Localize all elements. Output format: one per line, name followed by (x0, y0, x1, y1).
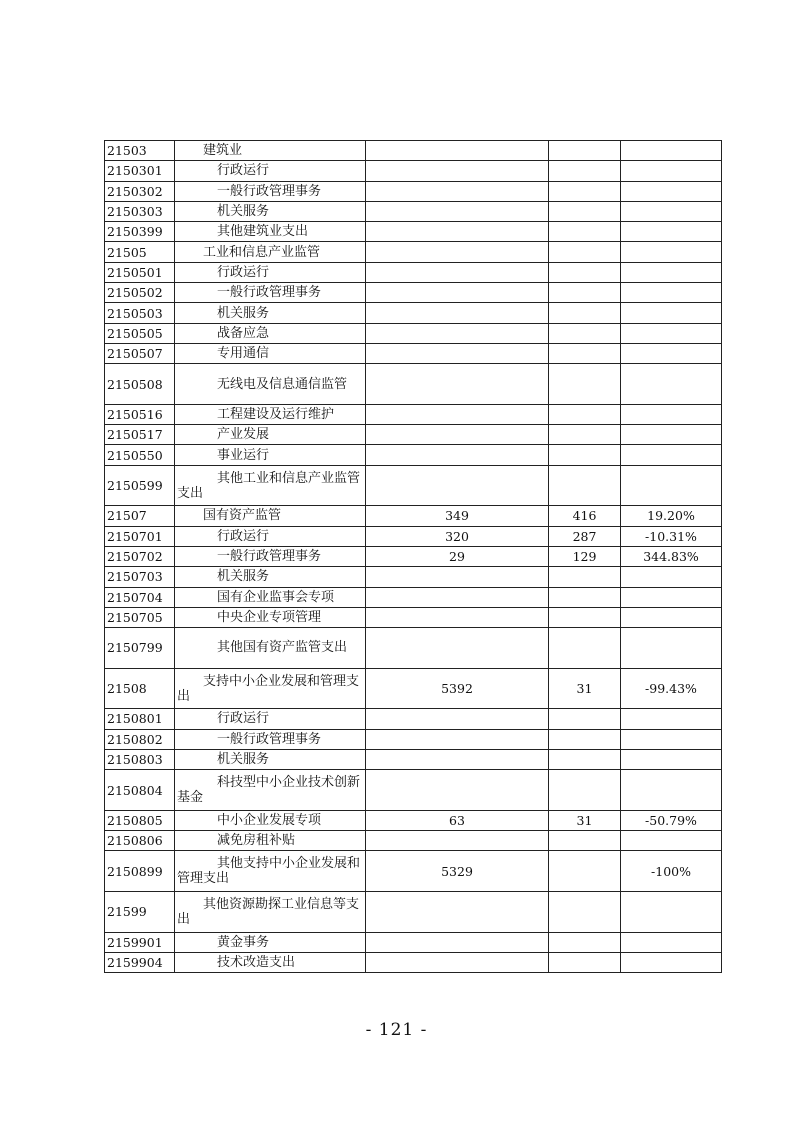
table-row (105, 628, 722, 669)
row-code: 2150899 (105, 851, 175, 892)
row-value-prev (366, 323, 549, 343)
row-value-prev (366, 283, 549, 303)
row-value-prev (366, 262, 549, 282)
row-code: 2150799 (105, 628, 175, 669)
row-value-curr (549, 283, 621, 303)
row-name (175, 141, 366, 161)
row-name (175, 425, 366, 445)
row-value-curr (549, 303, 621, 323)
table-row (105, 749, 722, 769)
row-name-text: 一般行政管理事务 (217, 183, 322, 199)
row-change-percent (621, 404, 722, 424)
row-change-percent (621, 587, 722, 607)
row-value-prev (366, 201, 549, 221)
row-value-prev (366, 628, 549, 669)
table-row (105, 262, 722, 282)
row-name (175, 201, 366, 221)
row-code: 2150705 (105, 607, 175, 627)
row-code: 2150301 (105, 161, 175, 181)
table-row (105, 770, 722, 811)
row-value-curr (549, 262, 621, 282)
table-row (105, 607, 722, 627)
row-value-curr (549, 323, 621, 343)
row-code: 2150302 (105, 181, 175, 201)
row-change-percent (621, 161, 722, 181)
row-change-percent: -10.31% (621, 526, 722, 546)
row-value-curr (549, 425, 621, 445)
row-name (175, 303, 366, 323)
row-code: 2150801 (105, 709, 175, 729)
table-row (105, 303, 722, 323)
row-change-percent (621, 201, 722, 221)
table-row (105, 445, 722, 465)
table-row (105, 201, 722, 221)
row-name (175, 283, 366, 303)
row-value-curr: 129 (549, 546, 621, 566)
row-name-text: 国有企业监事会专项 (217, 589, 335, 605)
row-name-text: 一般行政管理事务 (217, 549, 322, 565)
row-code: 2150507 (105, 343, 175, 363)
row-name (175, 587, 366, 607)
row-value-curr (549, 709, 621, 729)
row-code: 2150704 (105, 587, 175, 607)
row-name-text: 机关服务 (217, 569, 270, 585)
row-value-curr (549, 729, 621, 749)
row-change-percent (621, 729, 722, 749)
row-name (175, 465, 366, 506)
table-row (105, 222, 722, 242)
table-row (105, 891, 722, 932)
row-name (175, 932, 366, 952)
table-row (105, 546, 722, 566)
row-name (175, 404, 366, 424)
row-change-percent (621, 465, 722, 506)
row-name (175, 222, 366, 242)
table-row (105, 851, 722, 892)
row-code: 2150399 (105, 222, 175, 242)
table-row (105, 181, 722, 201)
row-name (175, 181, 366, 201)
row-value-curr (549, 851, 621, 892)
row-name (175, 546, 366, 566)
row-name-text: 其他建筑业支出 (217, 224, 309, 240)
row-name-text: 行政运行 (217, 264, 270, 280)
row-name-text: 支持中小企业发展和管理支出 (177, 673, 360, 704)
row-code: 2150517 (105, 425, 175, 445)
row-change-percent: -50.79% (621, 810, 722, 830)
row-value-prev (366, 952, 549, 972)
row-value-prev (366, 445, 549, 465)
row-value-curr (549, 161, 621, 181)
row-name (175, 749, 366, 769)
row-change-percent (621, 607, 722, 627)
row-value-curr (549, 222, 621, 242)
row-value-prev (366, 587, 549, 607)
row-change-percent (621, 425, 722, 445)
row-name (175, 607, 366, 627)
table-row (105, 343, 722, 363)
table-row (105, 323, 722, 343)
row-code: 2150303 (105, 201, 175, 221)
row-value-curr (549, 343, 621, 363)
table-row (105, 668, 722, 709)
row-value-curr (549, 201, 621, 221)
row-name (175, 242, 366, 262)
row-value-prev (366, 749, 549, 769)
table-row (105, 526, 722, 546)
row-name-text: 建筑业 (203, 143, 243, 159)
row-value-prev: 29 (366, 546, 549, 566)
row-value-curr (549, 141, 621, 161)
row-name (175, 668, 366, 709)
budget-table (104, 140, 722, 973)
row-name (175, 364, 366, 405)
row-change-percent (621, 181, 722, 201)
row-code: 21505 (105, 242, 175, 262)
row-change-percent (621, 262, 722, 282)
row-code: 21508 (105, 668, 175, 709)
row-name-text: 机关服务 (217, 305, 270, 321)
row-value-curr (549, 932, 621, 952)
row-value-prev: 5329 (366, 851, 549, 892)
row-code: 2150502 (105, 283, 175, 303)
row-value-curr: 31 (549, 668, 621, 709)
row-code: 2150703 (105, 567, 175, 587)
row-code: 2150701 (105, 526, 175, 546)
row-value-curr (549, 891, 621, 932)
table-row (105, 810, 722, 830)
row-name-text: 战备应急 (217, 325, 270, 341)
row-value-prev: 320 (366, 526, 549, 546)
row-value-prev (366, 891, 549, 932)
row-value-prev (366, 242, 549, 262)
row-change-percent: -99.43% (621, 668, 722, 709)
row-code: 21507 (105, 506, 175, 526)
row-name-text: 其他国有资产监管支出 (217, 640, 348, 656)
row-name (175, 952, 366, 972)
table-row (105, 161, 722, 181)
row-name-text: 其他工业和信息产业监管支出 (177, 470, 361, 501)
row-code: 2150805 (105, 810, 175, 830)
row-name-text: 产业发展 (217, 427, 270, 443)
row-change-percent (621, 831, 722, 851)
row-name-text: 事业运行 (217, 447, 270, 463)
row-code: 2150806 (105, 831, 175, 851)
row-change-percent (621, 303, 722, 323)
row-name (175, 891, 366, 932)
row-name-text: 其他支持中小企业发展和管理支出 (177, 856, 361, 887)
table-row (105, 831, 722, 851)
row-change-percent: 344.83% (621, 546, 722, 566)
row-name (175, 262, 366, 282)
row-name-text: 中央企业专项管理 (217, 609, 322, 625)
row-name-text: 一般行政管理事务 (217, 285, 322, 301)
row-change-percent: 19.20% (621, 506, 722, 526)
row-name-text: 减免房租补贴 (217, 833, 296, 849)
row-value-curr: 31 (549, 810, 621, 830)
row-name-text: 行政运行 (217, 528, 270, 544)
table-row (105, 729, 722, 749)
row-value-prev (366, 607, 549, 627)
row-value-prev (366, 567, 549, 587)
row-value-prev (366, 222, 549, 242)
row-change-percent (621, 749, 722, 769)
row-change-percent (621, 628, 722, 669)
row-code: 2159904 (105, 952, 175, 972)
row-code: 2150803 (105, 749, 175, 769)
row-name (175, 343, 366, 363)
row-value-prev (366, 161, 549, 181)
row-code: 2150516 (105, 404, 175, 424)
row-name-text: 行政运行 (217, 163, 270, 179)
row-change-percent (621, 891, 722, 932)
row-name (175, 323, 366, 343)
table-row (105, 425, 722, 445)
row-change-percent (621, 709, 722, 729)
row-value-prev (366, 364, 549, 405)
table-row (105, 587, 722, 607)
row-change-percent (621, 141, 722, 161)
row-name-text: 行政运行 (217, 711, 270, 727)
row-name-text: 黄金事务 (217, 934, 270, 950)
row-code: 2150508 (105, 364, 175, 405)
row-name (175, 770, 366, 811)
row-value-prev (366, 729, 549, 749)
row-code: 2159901 (105, 932, 175, 952)
row-value-prev (366, 831, 549, 851)
row-value-curr: 287 (549, 526, 621, 546)
row-value-prev (366, 932, 549, 952)
row-name-text: 工业和信息产业监管 (203, 244, 321, 260)
table-row (105, 567, 722, 587)
row-value-curr (549, 749, 621, 769)
row-change-percent (621, 770, 722, 811)
row-code: 2150599 (105, 465, 175, 506)
row-name-text: 其他资源勘探工业信息等支出 (177, 896, 360, 927)
row-name-text: 无线电及信息通信监管 (217, 376, 348, 392)
row-value-prev (366, 770, 549, 811)
row-name-text: 国有资产监管 (203, 508, 282, 524)
row-name (175, 628, 366, 669)
row-value-prev (366, 181, 549, 201)
row-change-percent (621, 323, 722, 343)
row-value-prev (366, 303, 549, 323)
row-name-text: 机关服务 (217, 752, 270, 768)
table-row (105, 364, 722, 405)
row-value-prev: 5392 (366, 668, 549, 709)
row-name (175, 445, 366, 465)
row-value-prev (366, 343, 549, 363)
row-name (175, 161, 366, 181)
row-code: 2150505 (105, 323, 175, 343)
row-value-curr (549, 364, 621, 405)
table-row (105, 709, 722, 729)
table-row (105, 465, 722, 506)
row-code: 2150503 (105, 303, 175, 323)
row-code: 2150501 (105, 262, 175, 282)
row-value-curr (549, 628, 621, 669)
table-row (105, 952, 722, 972)
row-change-percent (621, 364, 722, 405)
row-code: 2150550 (105, 445, 175, 465)
row-value-curr (549, 770, 621, 811)
row-value-prev (366, 425, 549, 445)
row-code: 2150702 (105, 546, 175, 566)
row-change-percent (621, 343, 722, 363)
row-value-curr (549, 181, 621, 201)
row-change-percent (621, 445, 722, 465)
row-value-prev (366, 465, 549, 506)
row-change-percent (621, 932, 722, 952)
row-value-curr (549, 242, 621, 262)
row-value-curr: 416 (549, 506, 621, 526)
table-row (105, 141, 722, 161)
row-value-curr (549, 567, 621, 587)
row-name (175, 506, 366, 526)
table-row (105, 283, 722, 303)
row-value-prev (366, 709, 549, 729)
row-name-text: 中小企业发展专项 (217, 812, 322, 828)
row-change-percent: -100% (621, 851, 722, 892)
row-code: 2150802 (105, 729, 175, 749)
row-change-percent (621, 242, 722, 262)
row-code: 21503 (105, 141, 175, 161)
row-name (175, 810, 366, 830)
row-change-percent (621, 567, 722, 587)
row-value-curr (549, 587, 621, 607)
row-code: 2150804 (105, 770, 175, 811)
row-name-text: 一般行政管理事务 (217, 731, 322, 747)
row-value-curr (549, 831, 621, 851)
row-value-curr (549, 952, 621, 972)
row-name (175, 709, 366, 729)
row-code: 21599 (105, 891, 175, 932)
row-name (175, 526, 366, 546)
page-number: - 121 - (365, 1020, 428, 1040)
row-name-text: 工程建设及运行维护 (217, 407, 335, 422)
row-value-prev (366, 141, 549, 161)
row-name (175, 729, 366, 749)
table-row (105, 932, 722, 952)
row-value-curr (549, 607, 621, 627)
row-change-percent (621, 222, 722, 242)
row-change-percent (621, 952, 722, 972)
row-value-curr (549, 404, 621, 424)
row-name (175, 851, 366, 892)
row-name-text: 技术改造支出 (217, 955, 296, 971)
row-value-curr (549, 465, 621, 506)
row-name (175, 831, 366, 851)
row-name-text: 专用通信 (217, 346, 270, 362)
row-value-curr (549, 445, 621, 465)
row-change-percent (621, 283, 722, 303)
row-name-text: 机关服务 (217, 204, 270, 220)
row-value-prev: 349 (366, 506, 549, 526)
table-row (105, 404, 722, 424)
row-value-prev (366, 404, 549, 424)
row-name-text: 科技型中小企业技术创新基金 (177, 775, 361, 805)
row-name (175, 567, 366, 587)
row-value-prev: 63 (366, 810, 549, 830)
table-row (105, 242, 722, 262)
table-body (105, 141, 722, 973)
table-row (105, 506, 722, 526)
